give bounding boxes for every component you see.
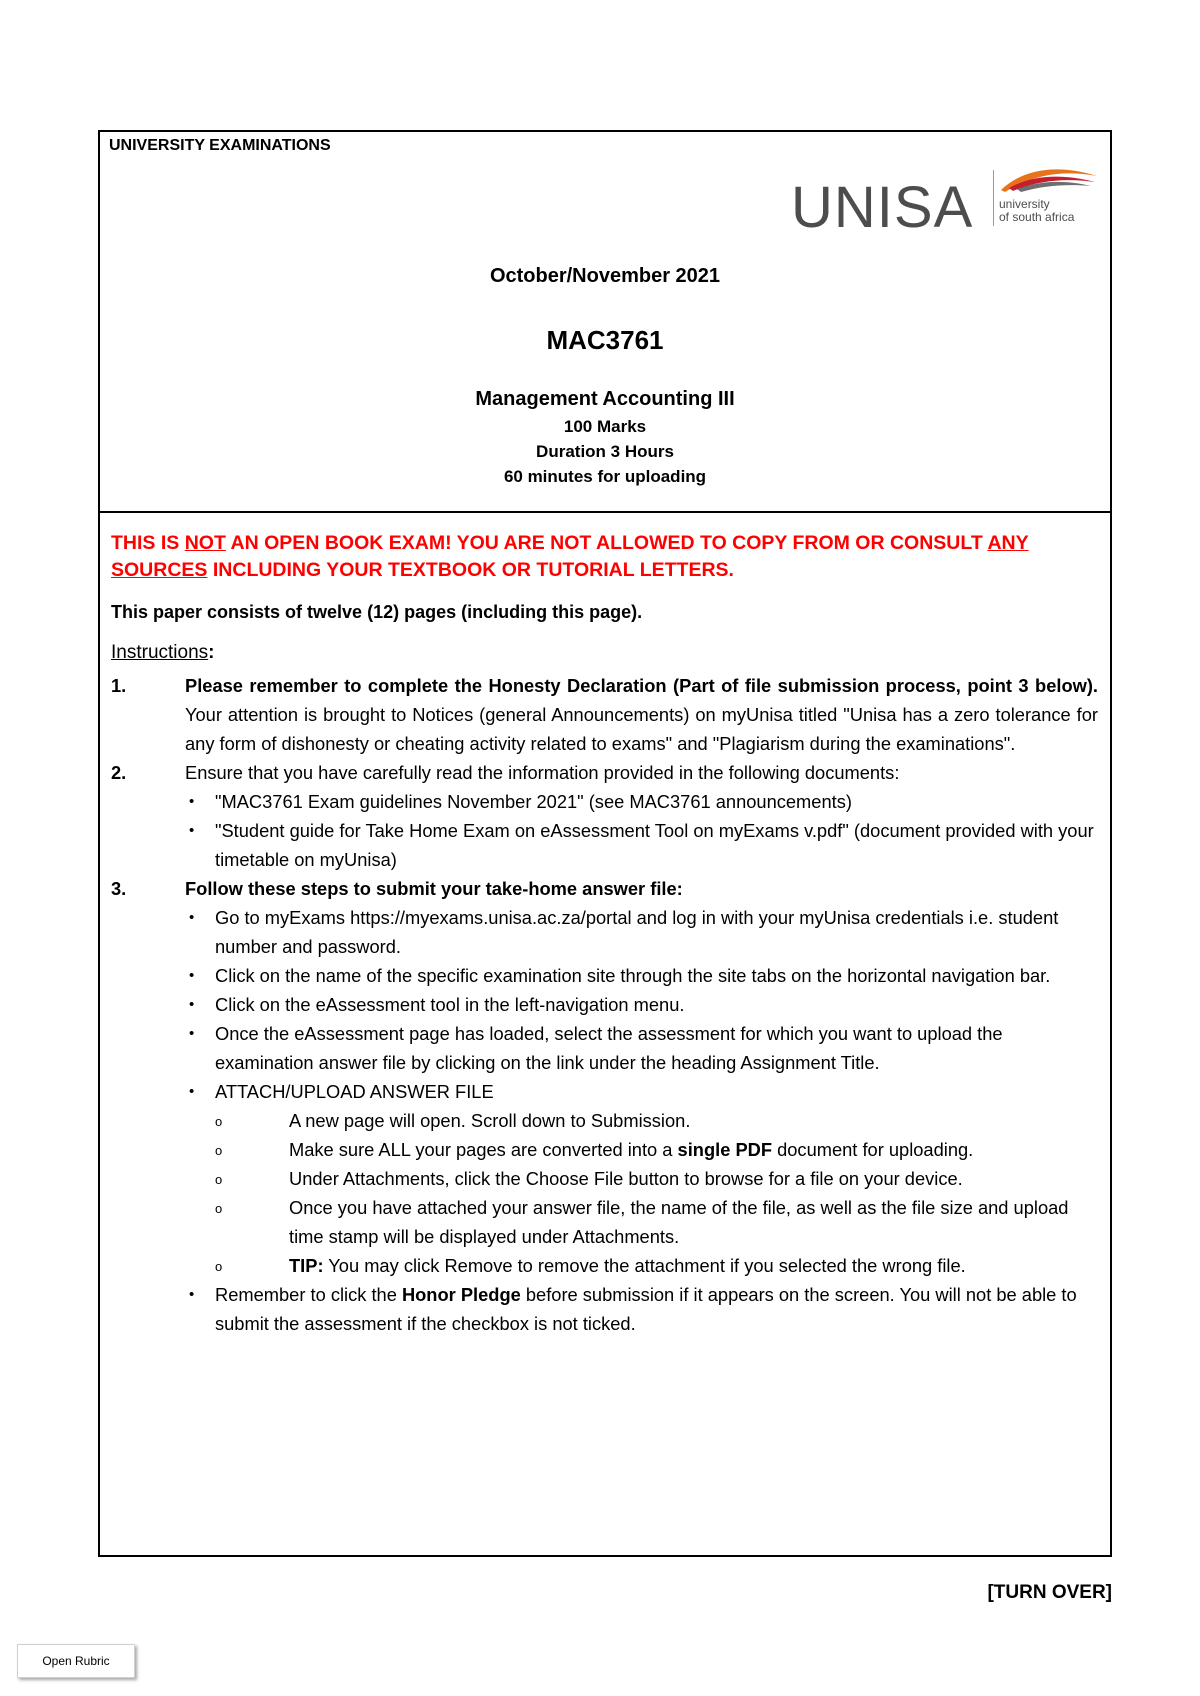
instruction-item-1: 1. Please remember to complete the Honesty Declaration (Part of file submission process, point 3 below). Your attention is brought to Notices (general Announcements) on myUnisa titled "Unisa has a zero tolerance for any form of dishonesty or cheating activity related to exams" and "Plagiarism during the examinations". [111, 675, 1098, 754]
logo-divider [993, 170, 994, 226]
list-item: • Click on the eAssessment tool in the left-navigation menu. [185, 990, 1098, 1019]
duration: Duration 3 Hours [536, 442, 674, 461]
unisa-logo [791, 164, 1101, 242]
open-book-warning: THIS IS NOT AN OPEN BOOK EXAM! YOU ARE NOT ALLOWED TO COPY FROM OR CONSULT ANY SOURCES INCLUDING YOUR TEXTBOOK OR TUTORIAL LETTERS. [111, 532, 1029, 581]
instructions-heading: Instructions: [111, 642, 215, 663]
sub-list-item: o Once you have attached your answer file, the name of the file, as well as the file size and upload time stamp will be displayed under Attachments. [215, 1193, 1098, 1251]
upload-time: 60 minutes for uploading [503, 467, 707, 486]
total-marks: 100 Marks [563, 417, 647, 436]
instructions-section [111, 530, 1098, 1338]
sub-list-item: o Make sure ALL your pages are converted into a single PDF document for uploading. [215, 1135, 1098, 1164]
list-item: • Go to myExams https://myexams.unisa.ac.za/portal and log in with your myUnisa credentials i.e. student number and password. [185, 903, 1098, 961]
sub-list-item: o A new page will open. Scroll down to Submission. [215, 1106, 1098, 1135]
list-item: • ATTACH/UPLOAD ANSWER FILE [185, 1077, 1098, 1106]
page-count-note: This paper consists of twelve (12) pages (including this page). [111, 602, 643, 622]
sub-list-item: o TIP: You may click Remove to remove the attachment if you selected the wrong file. [215, 1251, 1098, 1280]
exam-cover-frame [98, 130, 1112, 1557]
section-divider [100, 511, 1110, 513]
logo-tagline: university of south africa [999, 197, 1075, 224]
list-item: • Remember to click the Honor Pledge before submission if it appears on the screen. You will not be able to submit the assessment if the checkbox is not ticked. [185, 1280, 1098, 1338]
list-item: • "Student guide for Take Home Exam on eAssessment Tool on myExams v.pdf" (document provided with your timetable on myUnisa) [185, 816, 1098, 874]
instruction-item-2: 2. Ensure that you have carefully read the information provided in the following documents: [111, 762, 900, 783]
university-examinations-label: UNIVERSITY EXAMINATIONS [109, 137, 331, 154]
logo-word: UNISA [791, 175, 974, 240]
list-item: • Click on the name of the specific examination site through the site tabs on the horizontal navigation bar. [185, 961, 1098, 990]
open-rubric-button[interactable]: Open Rubric [17, 1644, 135, 1678]
list-item: • "MAC3761 Exam guidelines November 2021" (see MAC3761 announcements) [185, 787, 1098, 816]
instruction-item-3: 3. Follow these steps to submit your take-home answer file: [111, 878, 683, 899]
exam-session: October/November 2021 [489, 265, 721, 287]
module-code: MAC3761 [546, 325, 664, 355]
sub-list-item: o Under Attachments, click the Choose File button to browse for a file on your device. [215, 1164, 1098, 1193]
list-item: • Once the eAssessment page has loaded, select the assessment for which you want to upload the examination answer file by clicking on the link under the heading Assignment Title. [185, 1019, 1098, 1077]
module-name: Management Accounting III [475, 388, 735, 410]
logo-swoosh-icon [999, 164, 1099, 198]
turn-over-label: [TURN OVER] [987, 1582, 1112, 1603]
